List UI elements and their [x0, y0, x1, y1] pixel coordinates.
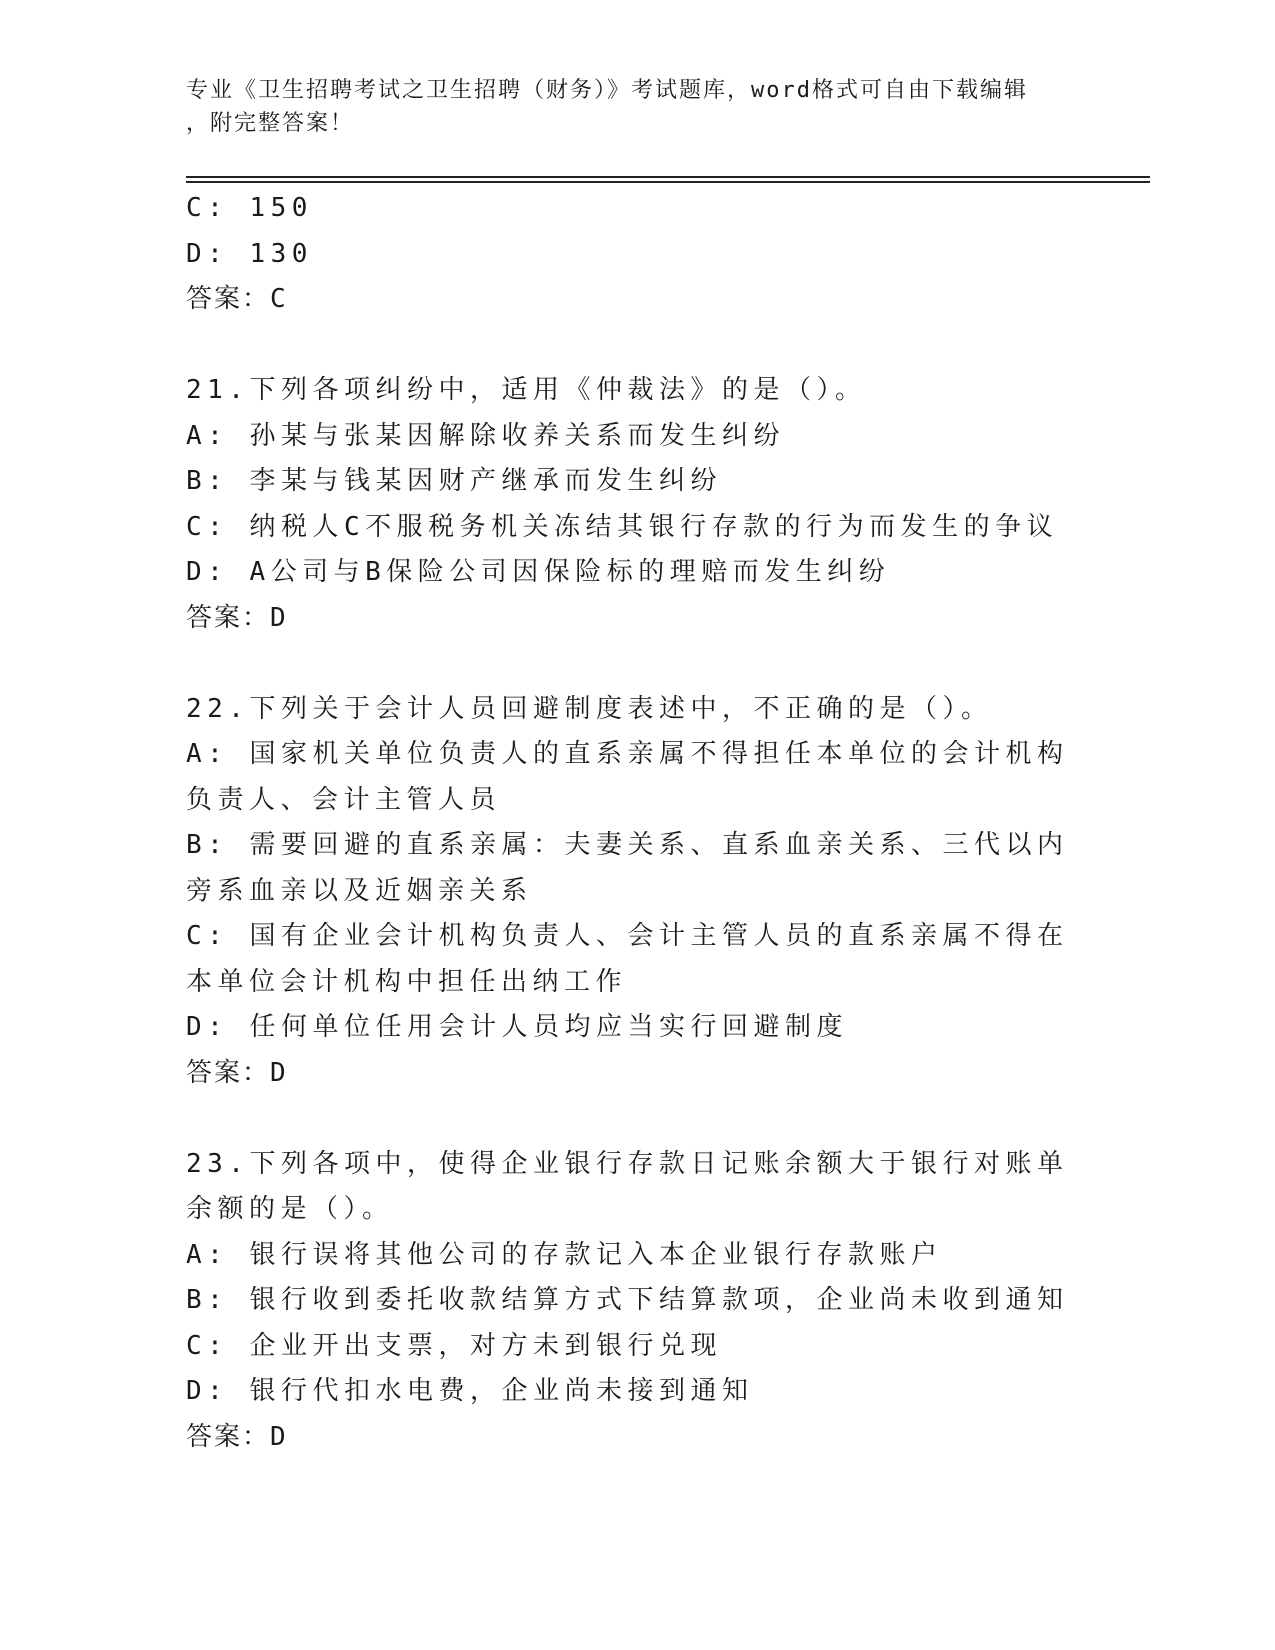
spacer	[186, 1096, 1086, 1142]
option-c: C: 纳税人C不服税务机关冻结其银行存款的行为而发生的争议	[186, 511, 1059, 542]
answer-line: 答案：C	[186, 284, 288, 314]
option-c: C: 国有企业会计机构负责人、会计主管人员的直系亲属不得在本单位会计机构中担任出纳工作	[186, 921, 1069, 997]
option-a: A: 孙某与张某因解除收养关系而发生纠纷	[186, 420, 785, 451]
option-d: D: 银行代扣水电费，企业尚未接到通知	[186, 1376, 754, 1406]
option-d: D: A公司与B保险公司因保险标的理赔而发生纠纷	[186, 557, 891, 587]
option-b: B: 李某与钱某因财产继承而发生纠纷	[186, 466, 722, 496]
option-a: A: 国家机关单位负责人的直系亲属不得担任本单位的会计机构负责人、会计主管人员	[186, 739, 1069, 815]
header-divider-bottom	[186, 181, 1150, 183]
question-block-22	[186, 687, 1086, 1097]
question-stem: 22.下列关于会计人员回避制度表述中，不正确的是（）。	[186, 693, 993, 724]
option-d: D: 任何单位任用会计人员均应当实行回避制度	[186, 1012, 848, 1042]
header-title-line-2: ，附完整答案！	[186, 111, 355, 136]
question-block-21	[186, 368, 1086, 641]
question-block-prev	[186, 186, 1086, 323]
question-list	[186, 186, 1086, 1460]
question-stem: 23.下列各项中，使得企业银行存款日记账余额大于银行对账单余额的是（）。	[186, 1148, 1069, 1224]
header-divider-top	[186, 176, 1150, 178]
option-b: B: 需要回避的直系亲属：夫妻关系、直系血亲关系、三代以内旁系血亲以及近姻亲关系	[186, 830, 1069, 906]
spacer	[186, 323, 1086, 369]
question-stem: 21.下列各项纠纷中，适用《仲裁法》的是（）。	[186, 375, 867, 405]
option-d: D: 130	[186, 238, 313, 269]
option-c: C: 企业开出支票，对方未到银行兑现	[186, 1330, 722, 1361]
option-c: C: 150	[186, 193, 313, 223]
document-header	[186, 74, 1066, 140]
answer-line: 答案：D	[186, 1421, 288, 1452]
answer-line: 答案：D	[186, 1057, 288, 1088]
option-b: B: 银行收到委托收款结算方式下结算款项，企业尚未收到通知	[186, 1285, 1069, 1315]
question-block-23	[186, 1142, 1086, 1461]
answer-line: 答案：D	[186, 602, 288, 633]
option-a: A: 银行误将其他公司的存款记入本企业银行存款账户	[186, 1239, 943, 1270]
spacer	[186, 641, 1086, 687]
header-title-line-1: 专业《卫生招聘考试之卫生招聘（财务）》考试题库，word格式可自由下载编辑	[186, 78, 1028, 103]
